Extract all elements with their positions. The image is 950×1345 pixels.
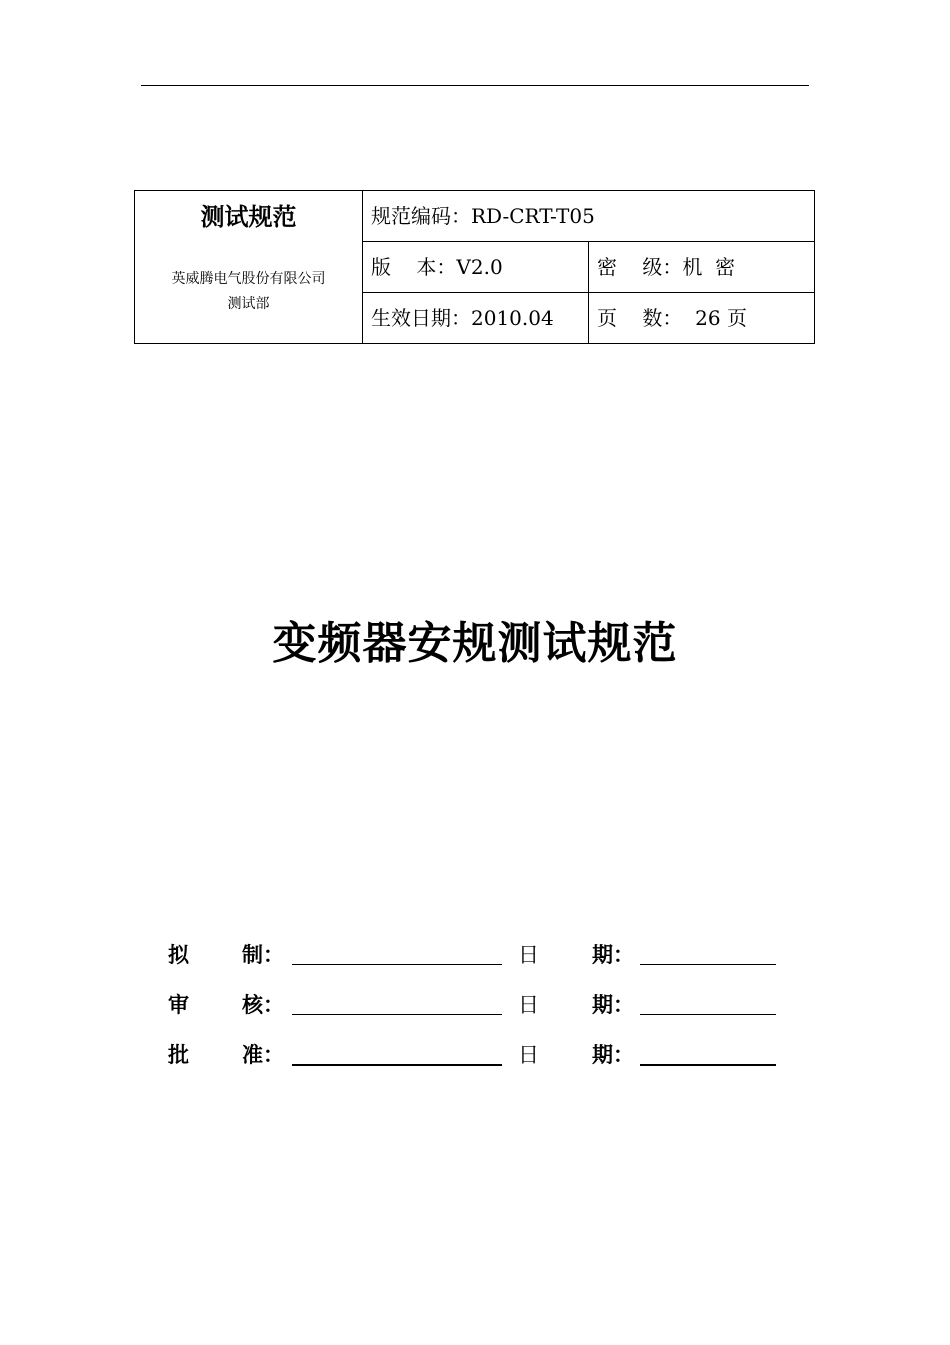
date-label-char2: 期： [592,1043,634,1067]
document-info-table [134,190,815,344]
company-name [135,267,362,317]
name-blank[interactable] [292,1014,502,1015]
page-count: 页 数： 26 页 [597,306,747,330]
date-blank[interactable] [640,1064,776,1066]
doc-type: 测试规范 [200,203,297,231]
role-label-char1: 审 [168,993,189,1017]
role-label-char2: 制： [242,943,284,967]
date-label-char1: 日 [518,1043,539,1067]
date-blank[interactable] [640,964,776,965]
date-label-char1: 日 [518,993,539,1017]
date-blank[interactable] [640,1014,776,1015]
version: 版 本：V2.0 [371,255,503,279]
role-label-char2: 核： [242,993,284,1017]
table-divider-vertical [588,242,589,343]
name-blank[interactable] [292,964,502,965]
signature-row-approved [168,1040,788,1070]
company-line-1: 英威腾电气股份有限公司 [171,271,326,287]
date-label-char2: 期： [592,993,634,1017]
header-rule [141,85,809,86]
document-title: 变频器安规测试规范 [272,618,678,669]
secrecy-level: 密 级：机 密 [597,255,736,279]
role-label-char1: 拟 [168,943,189,967]
role-label-char2: 准： [242,1043,284,1067]
signature-row-drafted [168,940,788,970]
doc-type-cell [135,191,363,343]
spec-code: 规范编码：RD-CRT-T05 [371,204,595,228]
company-line-2: 测试部 [227,296,270,312]
date-label-char2: 期： [592,943,634,967]
name-blank[interactable] [292,1064,502,1066]
date-label-char1: 日 [518,943,539,967]
effective-date: 生效日期：2010.04 [371,306,554,330]
signature-row-reviewed [168,990,788,1020]
role-label-char1: 批 [168,1043,189,1067]
